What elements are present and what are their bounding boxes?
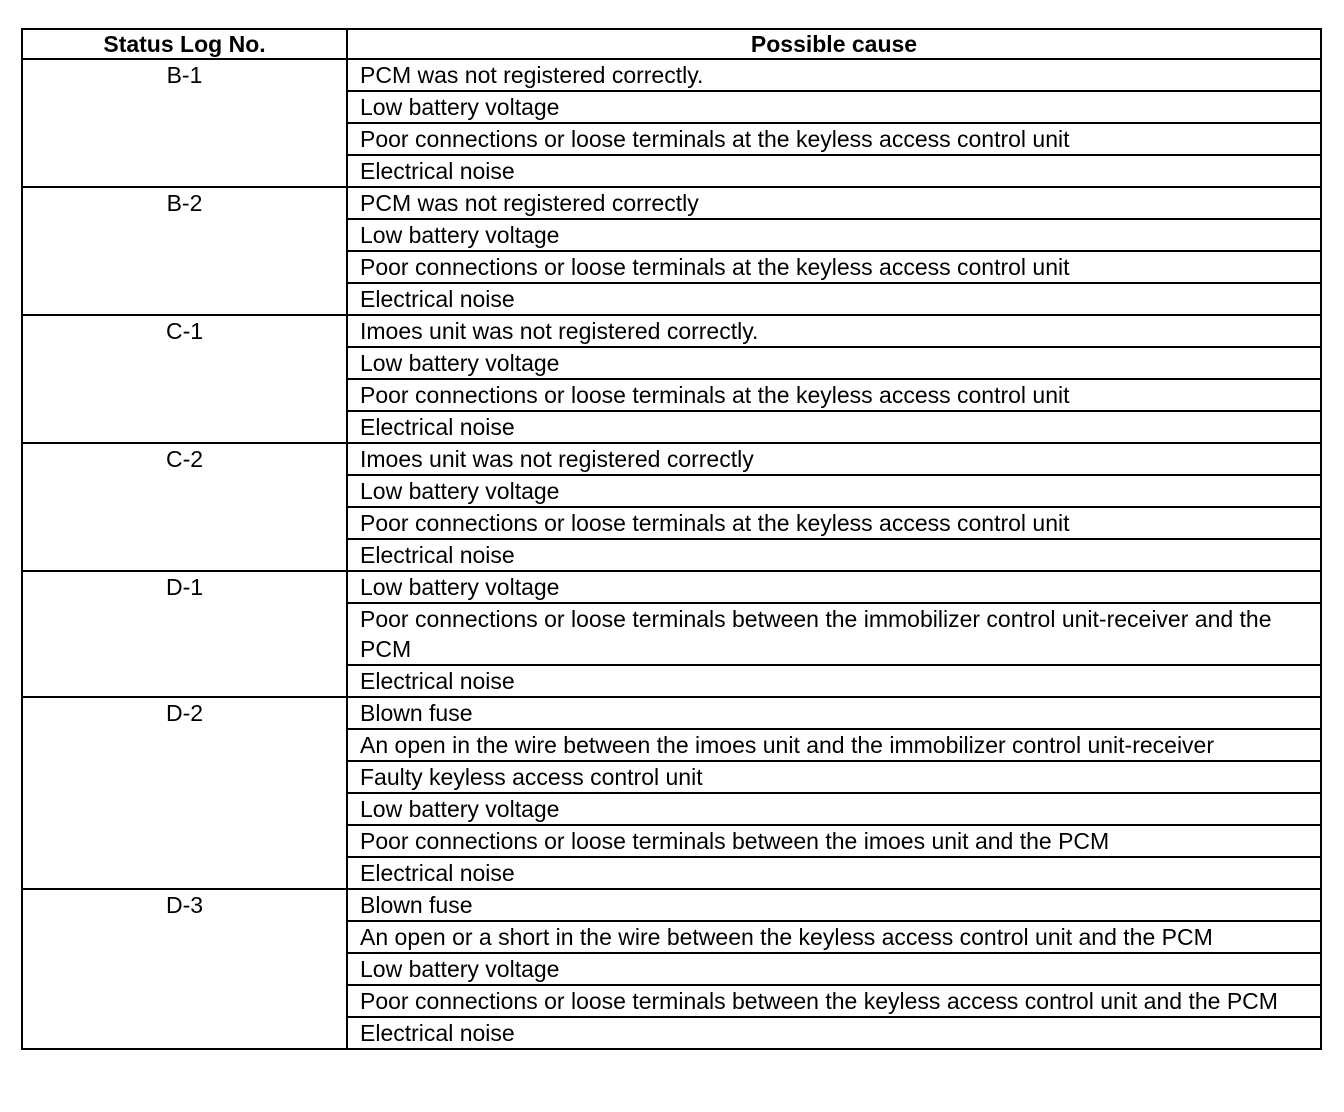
possible-cause-cell: Low battery voltage bbox=[347, 953, 1321, 985]
possible-cause-cell: Electrical noise bbox=[347, 857, 1321, 889]
possible-cause-cell: Imoes unit was not registered correctly bbox=[347, 443, 1321, 475]
status-log-table bbox=[21, 28, 1322, 1050]
possible-cause-cell: Poor connections or loose terminals between the imoes unit and the PCM bbox=[347, 825, 1321, 857]
table-header-row bbox=[22, 29, 1321, 59]
possible-cause-cell: Poor connections or loose terminals at the keyless access control unit bbox=[347, 123, 1321, 155]
possible-cause-cell: Electrical noise bbox=[347, 539, 1321, 571]
possible-cause-cell: Blown fuse bbox=[347, 697, 1321, 729]
table-body bbox=[22, 59, 1321, 1049]
table-row bbox=[22, 443, 1321, 475]
status-log-number: B-2 bbox=[22, 187, 347, 315]
header-possible-cause: Possible cause bbox=[347, 29, 1321, 59]
possible-cause-cell: Imoes unit was not registered correctly. bbox=[347, 315, 1321, 347]
possible-cause-cell: Blown fuse bbox=[347, 889, 1321, 921]
possible-cause-cell: Low battery voltage bbox=[347, 347, 1321, 379]
possible-cause-cell: Low battery voltage bbox=[347, 91, 1321, 123]
possible-cause-cell: Faulty keyless access control unit bbox=[347, 761, 1321, 793]
possible-cause-cell: Poor connections or loose terminals at the keyless access control unit bbox=[347, 251, 1321, 283]
possible-cause-cell: Poor connections or loose terminals between the keyless access control unit and the PCM bbox=[347, 985, 1321, 1017]
possible-cause-cell: PCM was not registered correctly. bbox=[347, 59, 1321, 91]
possible-cause-cell: Electrical noise bbox=[347, 1017, 1321, 1049]
table-row bbox=[22, 697, 1321, 729]
header-status-log-no: Status Log No. bbox=[22, 29, 347, 59]
status-log-number: D-3 bbox=[22, 889, 347, 1049]
possible-cause-cell: Poor connections or loose terminals at the keyless access control unit bbox=[347, 379, 1321, 411]
possible-cause-cell: Low battery voltage bbox=[347, 571, 1321, 603]
possible-cause-cell: PCM was not registered correctly bbox=[347, 187, 1321, 219]
possible-cause-cell: Electrical noise bbox=[347, 155, 1321, 187]
possible-cause-cell: Low battery voltage bbox=[347, 793, 1321, 825]
possible-cause-cell: Electrical noise bbox=[347, 665, 1321, 697]
status-log-number: B-1 bbox=[22, 59, 347, 187]
table-row bbox=[22, 187, 1321, 219]
possible-cause-cell: Poor connections or loose terminals at the keyless access control unit bbox=[347, 507, 1321, 539]
possible-cause-cell: Poor connections or loose terminals between the immobilizer control unit-receiver and the PCM bbox=[347, 603, 1321, 665]
possible-cause-cell: Electrical noise bbox=[347, 283, 1321, 315]
possible-cause-cell: An open in the wire between the imoes unit and the immobilizer control unit-receiver bbox=[347, 729, 1321, 761]
status-log-number: C-1 bbox=[22, 315, 347, 443]
possible-cause-cell: Low battery voltage bbox=[347, 219, 1321, 251]
status-log-number: D-1 bbox=[22, 571, 347, 697]
possible-cause-cell: An open or a short in the wire between the keyless access control unit and the PCM bbox=[347, 921, 1321, 953]
possible-cause-cell: Electrical noise bbox=[347, 411, 1321, 443]
status-log-number: D-2 bbox=[22, 697, 347, 889]
table-row bbox=[22, 889, 1321, 921]
table-row bbox=[22, 571, 1321, 603]
status-log-number: C-2 bbox=[22, 443, 347, 571]
table-row bbox=[22, 59, 1321, 91]
possible-cause-cell: Low battery voltage bbox=[347, 475, 1321, 507]
table-row bbox=[22, 315, 1321, 347]
